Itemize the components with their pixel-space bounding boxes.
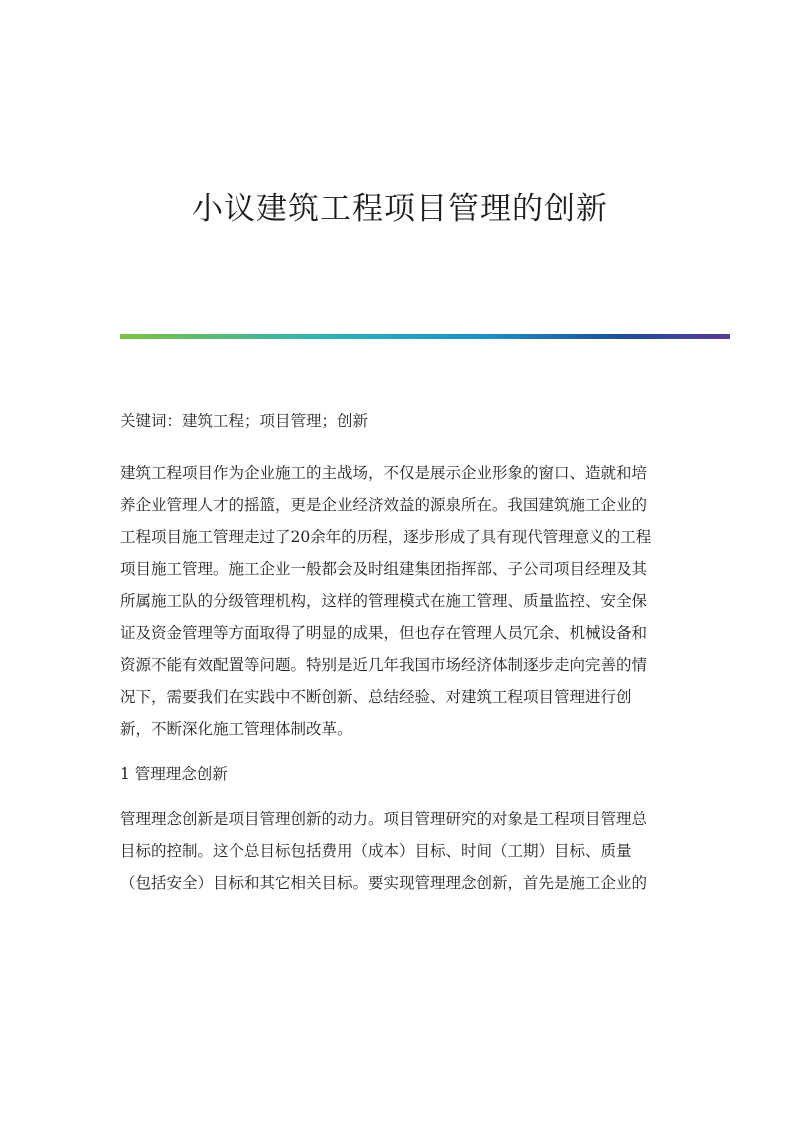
section-heading: 1 管理理念创新 <box>120 765 228 783</box>
text-line: （包括安全）目标和其它相关目标。要实现管理理念创新，首先是施工企业的 <box>120 874 648 892</box>
text-line: 工程项目施工管理走过了20余年的历程，逐步形成了具有现代管理意义的工程 <box>120 528 652 546</box>
document-body <box>120 405 680 912</box>
text-line: 况下，需要我们在实践中不断创新、总结经验、对建筑工程项目管理进行创 <box>120 688 632 706</box>
text-line: 目标的控制。这个总目标包括费用（成本）目标、时间（工期）目标、质量 <box>120 842 632 860</box>
paragraph-section1 <box>120 803 680 899</box>
text-line: 证及资金管理等方面取得了明显的成果，但也存在管理人员冗余、机械设备和 <box>120 624 648 642</box>
text-line: 管理理念创新是项目管理创新的动力。项目管理研究的对象是工程项目管理总 <box>120 810 648 828</box>
document-title: 小议建筑工程项目管理的创新 <box>192 191 608 227</box>
text-line: 新，不断深化施工管理体制改革。 <box>120 720 353 738</box>
title-divider <box>120 334 730 339</box>
text-line: 项目施工管理。施工企业一般都会及时组建集团指挥部、子公司项目经理及其 <box>120 560 648 578</box>
keywords-line: 关键词：建筑工程；项目管理；创新 <box>120 412 369 430</box>
text-line: 资源不能有效配置等问题。特别是近几年我国市场经济体制逐步走向完善的情 <box>120 656 648 674</box>
text-line: 所属施工队的分级管理机构，这样的管理模式在施工管理、质量监控、安全保 <box>120 592 648 610</box>
text-line: 建筑工程项目作为企业施工的主战场，不仅是展示企业形象的窗口、造就和培 <box>120 464 648 482</box>
paragraph-intro <box>120 457 680 745</box>
text-line: 养企业管理人才的摇篮，更是企业经济效益的源泉所在。我国建筑施工企业的 <box>120 496 648 514</box>
